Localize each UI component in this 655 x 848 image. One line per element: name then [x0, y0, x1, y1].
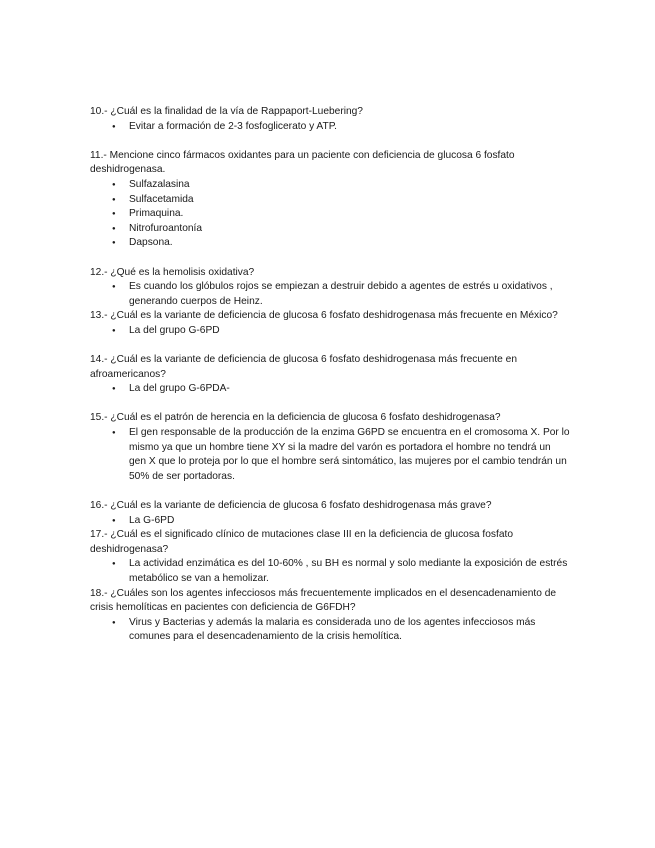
question-text: 17.- ¿Cuál es el significado clínico de mutaciones clase III en la deficiencia de glucosa fosfato deshidrogenasa?: [90, 529, 514, 555]
question-text: 15.- ¿Cuál es el patrón de herencia en la deficiencia de glucosa 6 fosfato deshidrogenasa?: [90, 412, 501, 424]
question-text: 10.- ¿Cuál es la finalidad de la vía de Rappaport-Luebering?: [90, 106, 363, 117]
answer-item: ● Sulfazalasina: [90, 178, 570, 193]
question-block: [90, 353, 570, 397]
question-block: [90, 309, 570, 338]
answer-list: [90, 280, 570, 309]
answer-item: ● La G-6PD: [90, 514, 570, 529]
question-list: [90, 105, 570, 645]
question-text: 16.- ¿Cuál es la variante de deficiencia de glucosa 6 fosfato deshidrogenasa más grave?: [90, 500, 492, 512]
question-text: 13.- ¿Cuál es la variante de deficiencia de glucosa 6 fosfato deshidrogenasa más frecuente en México?: [90, 310, 558, 322]
answer-item: ● Primaquina.: [90, 207, 570, 222]
answer-list: [90, 324, 570, 339]
answer-item: ● Sulfacetamida: [90, 193, 570, 208]
answer-list: [90, 382, 570, 397]
question-block: [90, 499, 570, 528]
answer-item: ● Evitar a formación de 2-3 fosfoglicerato y ATP.: [90, 120, 570, 135]
question-block: [90, 266, 570, 310]
answer-list: [90, 557, 570, 586]
question-block: [90, 587, 570, 645]
question-block: [90, 105, 570, 134]
answer-list: [90, 616, 570, 645]
answer-list: [90, 178, 570, 251]
answer-item: ● Es cuando los glóbulos rojos se empiezan a destruir debido a agentes de estrés u oxidativos , generando cuerpos de Heinz.: [90, 280, 570, 309]
answer-item: ● La del grupo G-6PDA-: [90, 382, 570, 397]
question-text: 12.- ¿Qué es la hemolisis oxidativa?: [90, 266, 255, 278]
question-text: 14.- ¿Cuál es la variante de deficiencia de glucosa 6 fosfato deshidrogenasa más frecuente en afroamericanos?: [90, 354, 518, 380]
answer-item: ● Virus y Bacterias y además la malaria es considerada uno de los agentes infecciosos más comunes para el desencadenamiento de la crisis hemolítica.: [90, 616, 570, 645]
answer-item: ● Nitrofuroantonía: [90, 222, 570, 237]
answer-list: [90, 120, 570, 135]
answer-item: ● El gen responsable de la producción de la enzima G6PD se encuentra en el cromosoma X. Por lo mismo ya que un hombre tiene XY si la madre del varón es portadora el hombre no tendrá un gen X que lo proteja por lo que el hombre será sintomático, las mujeres por el cambio tendrán un 50% de ser portadoras.: [90, 426, 570, 484]
question-text: 11.- Mencione cinco fármacos oxidantes para un paciente con deficiencia de glucosa 6 fosfato deshidrogenasa.: [90, 149, 515, 176]
answer-list: [90, 426, 570, 484]
answer-item: ● La del grupo G-6PD: [90, 324, 570, 339]
answer-list: [90, 514, 570, 529]
question-block: [90, 411, 570, 484]
answer-item: ● Dapsona.: [90, 236, 570, 251]
question-text: 18.- ¿Cuáles son los agentes infecciosos más frecuentemente implicados en el desencadenamiento de crisis hemolíticas en pacientes con deficiencia de G6FDH?: [90, 587, 557, 614]
answer-item: ● La actividad enzimática es del 10-60% , su BH es normal y solo mediante la exposición de estrés metabólico se van a hemolizar.: [90, 557, 570, 586]
question-block: [90, 528, 570, 586]
question-block: [90, 149, 570, 251]
